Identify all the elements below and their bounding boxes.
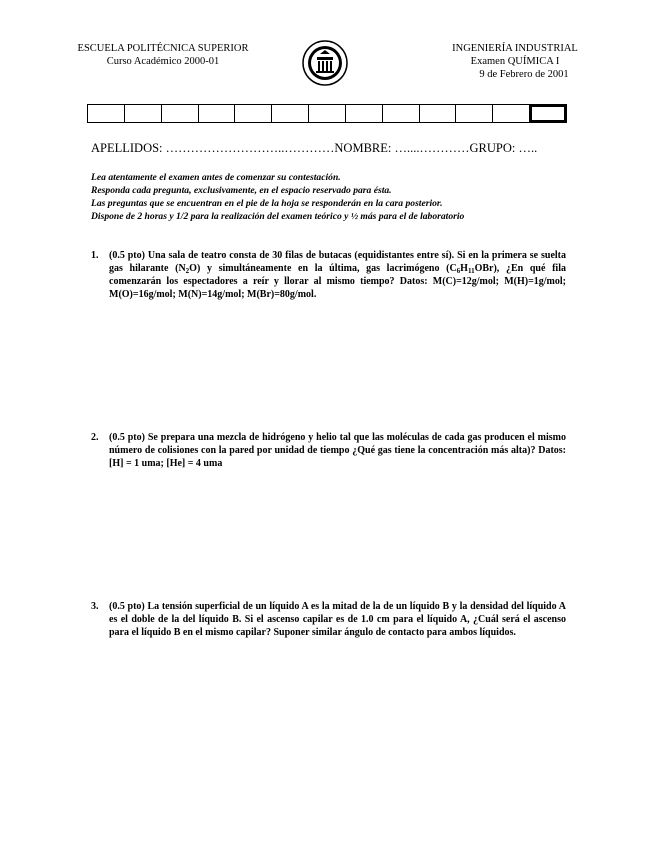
exam-header xyxy=(430,42,600,81)
id-digit-box xyxy=(420,105,457,122)
instruction-line: Lea atentamente el examen antes de comenzar su contestación. xyxy=(91,172,341,183)
instruction-line: Responda cada pregunta, exclusivamente, en el espacio reservado para ésta. xyxy=(91,185,392,196)
degree-name: INGENIERÍA INDUSTRIAL xyxy=(452,43,578,54)
id-digit-box xyxy=(309,105,346,122)
exam-name: Examen QUÍMICA I xyxy=(470,56,560,67)
id-digit-box xyxy=(346,105,383,122)
id-digit-box xyxy=(530,105,566,122)
instructions xyxy=(91,171,464,223)
question-1 xyxy=(91,249,566,301)
instruction-line: Dispone de 2 horas y 1/2 para la realización del examen teórico y ½ más para el de laboratorio xyxy=(91,211,465,222)
question-number: 2. xyxy=(91,432,99,443)
question-text: (0.5 pto) Se prepara una mezcla de hidrógeno y helio tal que las moléculas de cada gas producen el mismo número de colisiones con la pared por unidad de tiempo ¿Qué gas tiene la concentración más alta)? Datos: [H] = 1 uma; [He] = 4 uma xyxy=(109,432,566,469)
university-seal-icon xyxy=(302,40,348,86)
question-3 xyxy=(91,600,566,639)
instruction-line: Las preguntas que se encuentran en el pie de la hoja se responderán en la cara posterior. xyxy=(91,198,443,209)
id-digit-box xyxy=(125,105,162,122)
id-digit-box xyxy=(493,105,530,122)
school-name: ESCUELA POLITÉCNICA SUPERIOR xyxy=(77,43,249,54)
academic-year: Curso Académico 2000-01 xyxy=(106,56,220,67)
id-digit-box xyxy=(88,105,125,122)
question-text: (0.5 pto) La tensión superficial de un líquido A es la mitad de la de un líquido B y la densidad del líquido A es el doble de la del líquido B. Si el ascenso capilar es de 1.0 cm para el líquido A, ¿Cuál será el ascenso para el líquido B en el mismo capilar? Suponer similar ángulo de contacto para ambos líquidos. xyxy=(109,601,566,638)
id-digit-box xyxy=(383,105,420,122)
question-text: (0.5 pto) Una sala de teatro consta de 30 filas de butacas (equidistantes entre sí). Si en la primera se suelta gas hilarante $(N_2O)$ y simultáneamente en la última, gas lacrimógeno $(C_6H_{11}OBr)$, ¿En qué fila comenzarán los espectadores a reír y llorar al mismo tiempo? Datos: M(C)=12g/mol; M(H)=1g/mol; M(O)=16g/mol; M(N)=14g/mol; M(Br)=80g/mol. xyxy=(109,250,566,300)
student-info-line: APELLIDOS: ………………………..…………NOMBRE: …....…………GRUPO: ….. xyxy=(91,141,538,155)
id-digit-box xyxy=(235,105,272,122)
student-id-boxes xyxy=(87,104,567,123)
question-2 xyxy=(91,431,566,470)
exam-date: 9 de Febrero de 2001 xyxy=(479,69,569,80)
question-number: 1. xyxy=(91,250,99,261)
id-digit-box xyxy=(199,105,236,122)
school-header xyxy=(68,42,258,68)
id-digit-box xyxy=(272,105,309,122)
question-number: 3. xyxy=(91,601,99,612)
id-digit-box xyxy=(456,105,493,122)
id-digit-box xyxy=(162,105,199,122)
